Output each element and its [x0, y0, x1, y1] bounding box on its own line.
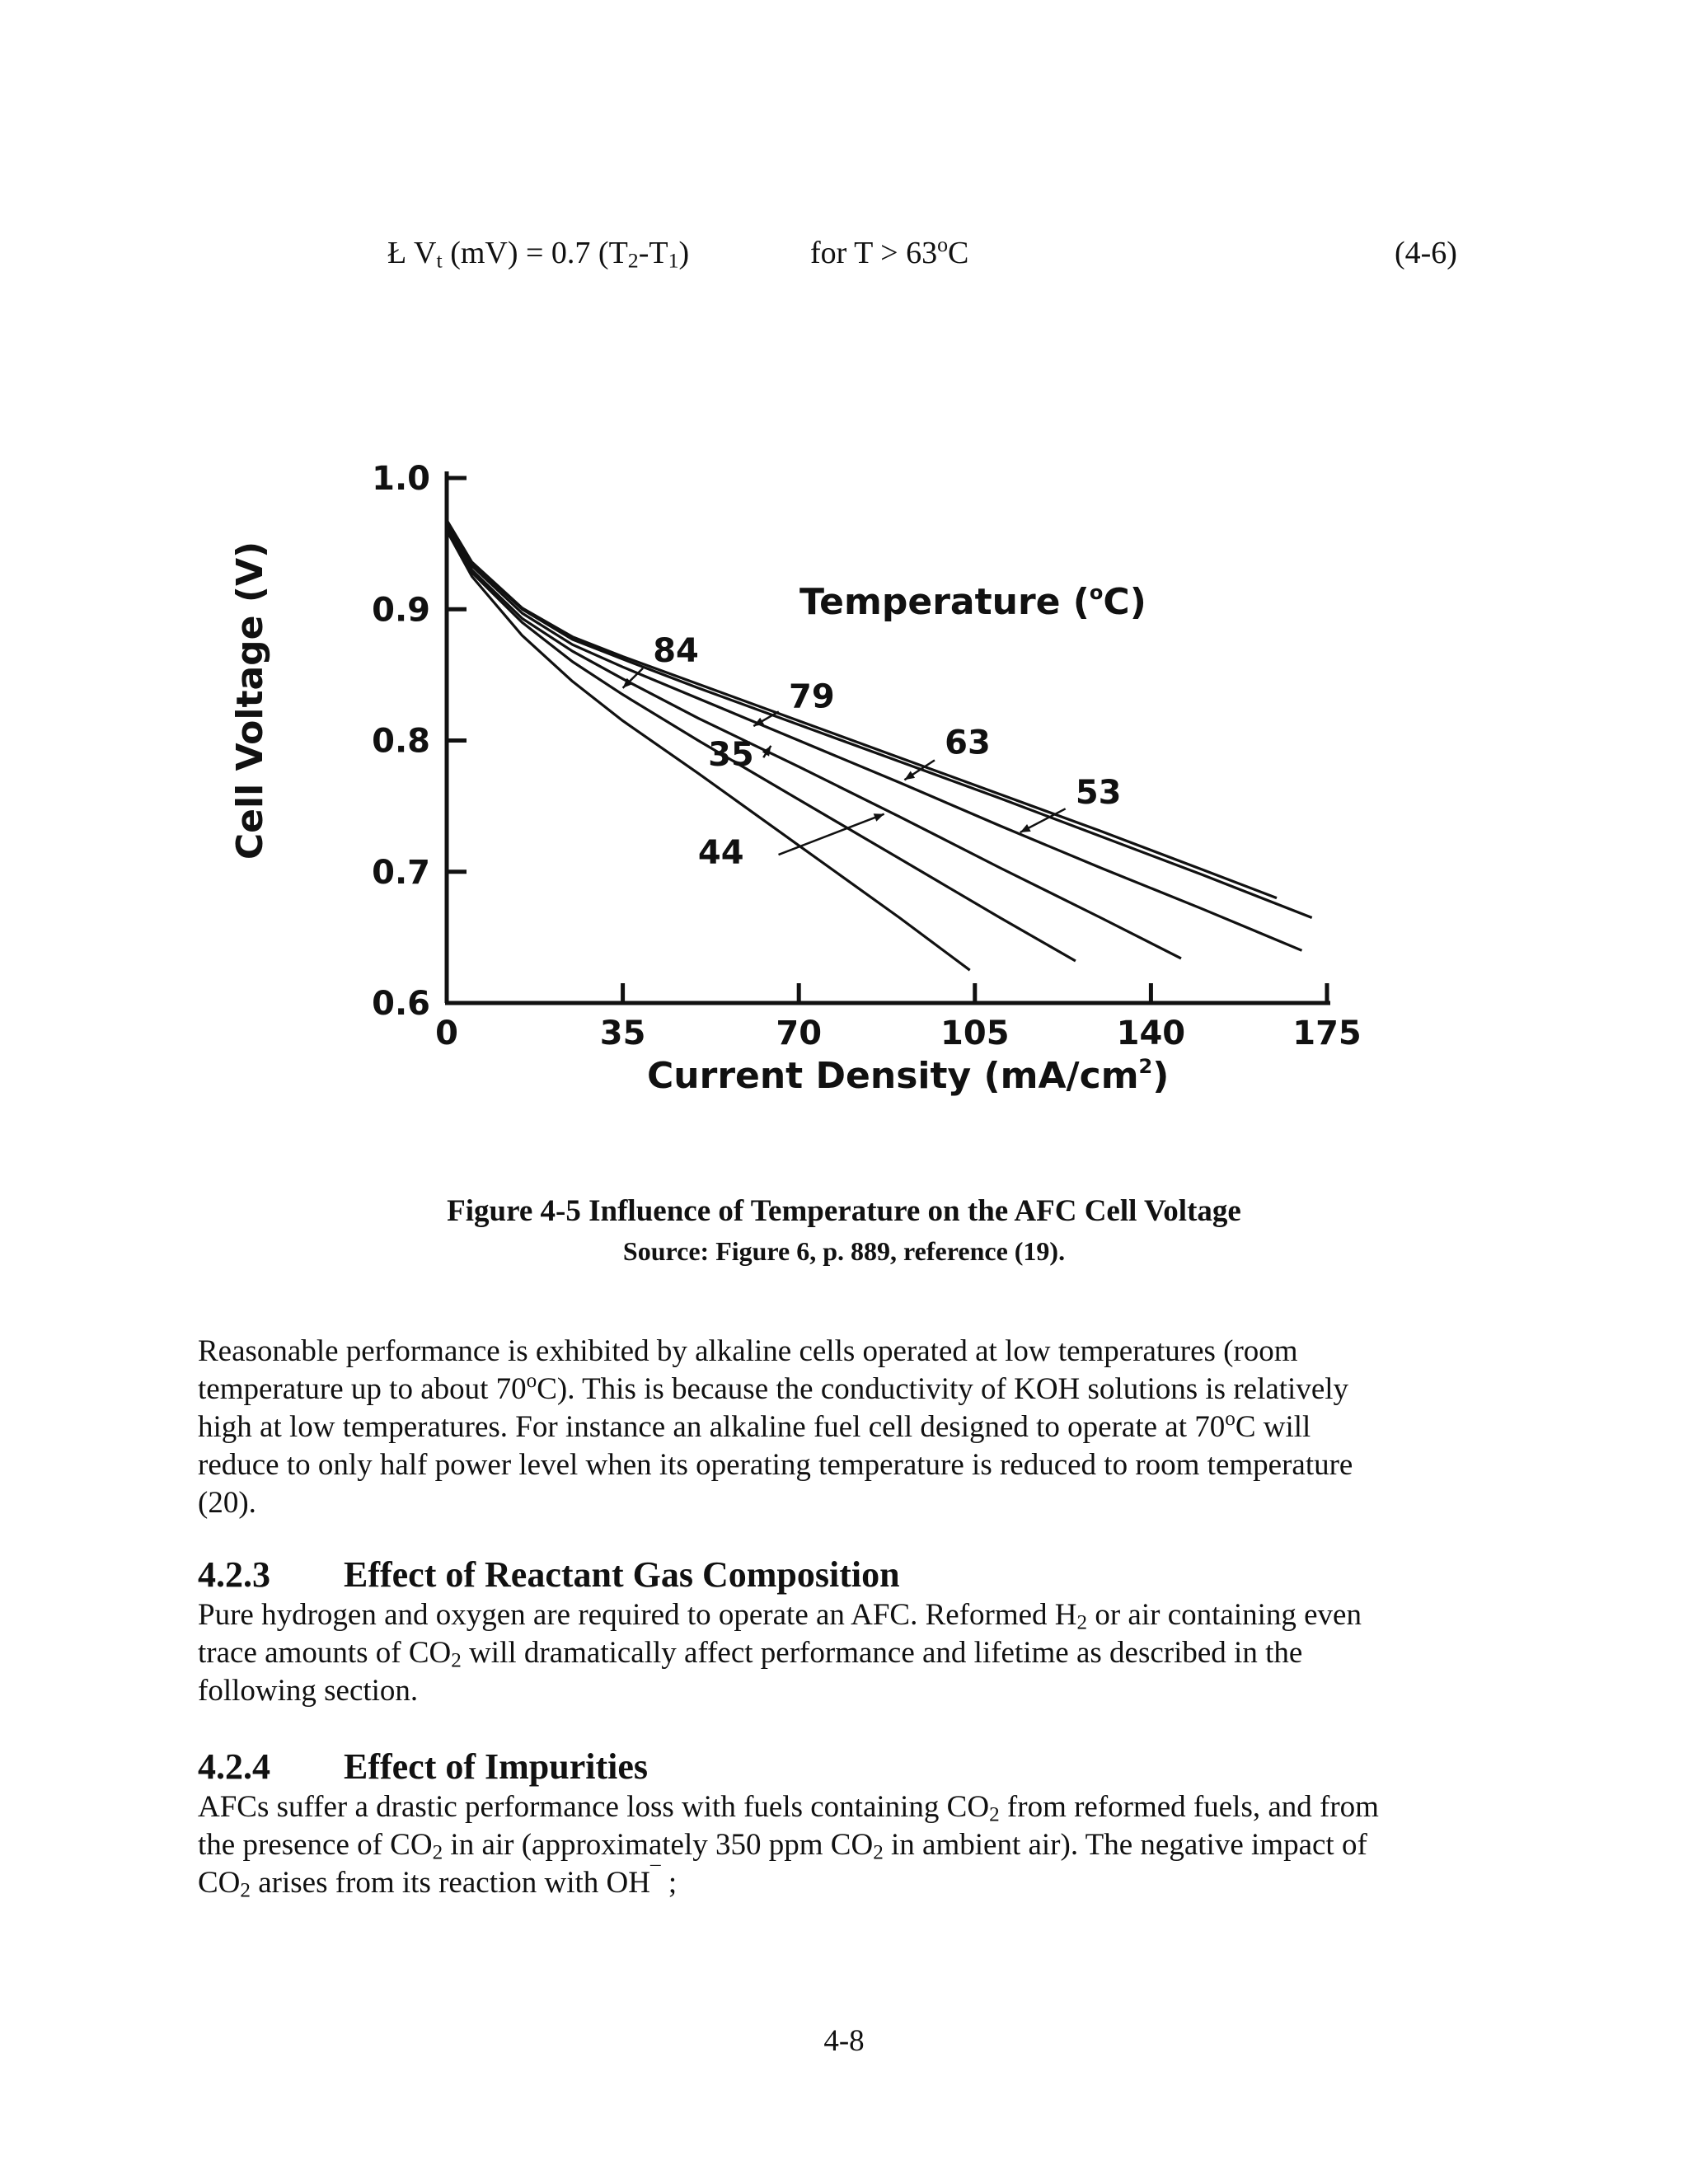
- y-tick-label: 1.0: [372, 460, 430, 498]
- p2-line-2b: will dramatically affect performance and lifetime as described in the: [461, 1636, 1303, 1670]
- p3-sup-oh: ¯: [649, 1863, 661, 1886]
- x-tick-label: 35: [599, 1015, 646, 1052]
- x-tick-label: 0: [435, 1015, 458, 1052]
- p3-line-1a: AFCs suffer a drastic performance loss with fuels containing CO: [198, 1790, 990, 1824]
- legend-title-deg: o: [1089, 581, 1104, 604]
- condition-text: for T > 63: [810, 236, 938, 270]
- p3-line-2: [198, 1826, 1500, 1864]
- p3-line-2c: in ambient air). The negative impact of: [883, 1828, 1367, 1862]
- p2-sub-2: 2: [451, 1649, 462, 1672]
- x-tick-label: 140: [1116, 1015, 1186, 1052]
- condition-deg: o: [937, 232, 948, 256]
- paragraph-gas-composition: [198, 1596, 1500, 1710]
- p1-line-2: [198, 1371, 1500, 1408]
- y-tick-label: 0.7: [372, 853, 430, 892]
- y-tick-label: 0.8: [372, 722, 430, 761]
- y-tick-label: 0.6: [372, 985, 430, 1023]
- p1-line-3b: C will: [1235, 1410, 1311, 1444]
- y-tick-label: 0.9: [372, 591, 430, 630]
- annotation-arrowhead-35: [762, 746, 771, 757]
- equation-sub-t: t: [436, 248, 443, 273]
- annotation-arrowhead-63: [904, 771, 915, 780]
- p2-line-2a: trace amounts of CO: [198, 1636, 452, 1670]
- annotation-label-44: 44: [697, 834, 744, 873]
- series-line-84: [447, 520, 1277, 898]
- condition-unit: C: [948, 236, 969, 270]
- x-axis-label: [647, 1055, 1169, 1097]
- cell-voltage-chart: [229, 445, 1418, 1121]
- equation-condition: [810, 232, 969, 271]
- p3-line-3b: arises from its reaction with OH: [250, 1866, 650, 1900]
- p3-sub-2: 2: [432, 1841, 443, 1864]
- p1-deg-1: o: [526, 1370, 537, 1393]
- p3-line-1: [198, 1788, 1500, 1826]
- chart-ticks: [372, 460, 1362, 1052]
- equation-body: (mV) = 0.7 (T: [442, 236, 628, 270]
- p2-line-1a: Pure hydrogen and oxygen are required to operate an AFC. Reformed H: [198, 1598, 1077, 1632]
- equation-minus: -T: [638, 236, 668, 270]
- paragraph-temperature: [198, 1333, 1500, 1522]
- x-axis-label-main: Current Density (mA/cm: [647, 1055, 1139, 1097]
- figure-caption: Figure 4-5 Influence of Temperature on the AFC Cell Voltage: [447, 1194, 1241, 1228]
- p2-line-1: [198, 1596, 1500, 1634]
- heading-4-2-3-number: 4.2.3: [198, 1554, 270, 1595]
- y-axis-label: Cell Voltage (V): [229, 541, 271, 860]
- p1-line-3: [198, 1408, 1500, 1446]
- equation-close: ): [678, 236, 690, 270]
- annotation-arrowhead-44: [874, 813, 884, 821]
- annotation-label-35: 35: [708, 735, 754, 774]
- paragraph-impurities: [198, 1788, 1500, 1902]
- p2-line-1b: or air containing even: [1087, 1598, 1362, 1632]
- equation: [387, 235, 689, 271]
- p1-deg-2: o: [1225, 1408, 1236, 1431]
- equation-var: V: [414, 236, 437, 270]
- p1-line-3a: high at low temperatures. For instance an alkaline fuel cell designed to operate at 70: [198, 1410, 1226, 1444]
- annotation-label-53: 53: [1075, 773, 1122, 812]
- annotation-label-84: 84: [653, 631, 699, 670]
- annotation-label-63: 63: [945, 724, 991, 762]
- p2-line-2: [198, 1634, 1500, 1672]
- legend-title-end: C): [1103, 581, 1146, 623]
- equation-number: (4-6): [1395, 236, 1457, 270]
- p2-line-3: following section.: [198, 1674, 419, 1708]
- x-tick-label: 175: [1292, 1015, 1362, 1052]
- equation-sub-2: 2: [627, 248, 639, 273]
- p1-line-2b: C). This is because the conductivity of KOH solutions is relatively: [537, 1372, 1349, 1406]
- heading-4-2-3: [198, 1554, 900, 1596]
- x-axis-label-end: ): [1152, 1055, 1170, 1097]
- legend-title: [799, 581, 1146, 623]
- legend-title-main: Temperature (: [799, 581, 1090, 623]
- p1-line-2a: temperature up to about 70: [198, 1372, 527, 1406]
- p1-line-1: Reasonable performance is exhibited by alkaline cells operated at low temperatures (room: [198, 1334, 1298, 1368]
- heading-4-2-4: [198, 1746, 648, 1788]
- figure-source: Source: Figure 6, p. 889, reference (19).: [622, 1236, 1066, 1266]
- equation-symbol: Ł: [387, 236, 407, 270]
- p3-sub-1: 2: [989, 1803, 1000, 1826]
- p3-sub-4: 2: [240, 1879, 251, 1902]
- heading-4-2-4-title: Effect of Impurities: [344, 1746, 649, 1787]
- x-tick-label: 105: [940, 1015, 1010, 1052]
- p3-line-3: [198, 1864, 1500, 1902]
- p3-line-2b: in air (approximately 350 ppm CO: [443, 1828, 874, 1862]
- page-number: 4-8: [823, 2024, 865, 2058]
- p3-sub-3: 2: [873, 1841, 884, 1864]
- p1-line-4: reduce to only half power level when its operating temperature is reduced to room temperature: [198, 1448, 1353, 1482]
- x-axis-label-sup: 2: [1138, 1055, 1153, 1078]
- p3-line-2a: the presence of CO: [198, 1828, 433, 1862]
- p3-line-3c: ;: [660, 1866, 678, 1900]
- p2-sub-1: 2: [1076, 1611, 1088, 1634]
- annotation-label-79: 79: [788, 677, 835, 716]
- heading-4-2-3-title: Effect of Reactant Gas Composition: [344, 1554, 900, 1595]
- p3-line-1b: from reformed fuels, and from: [999, 1790, 1379, 1824]
- x-tick-label: 70: [776, 1015, 823, 1052]
- chart-axes: [445, 471, 1330, 1003]
- p1-line-5: (20).: [198, 1486, 256, 1520]
- heading-4-2-4-number: 4.2.4: [198, 1746, 270, 1787]
- equation-sub-1: 1: [668, 248, 679, 273]
- p3-line-3a: CO: [198, 1866, 241, 1900]
